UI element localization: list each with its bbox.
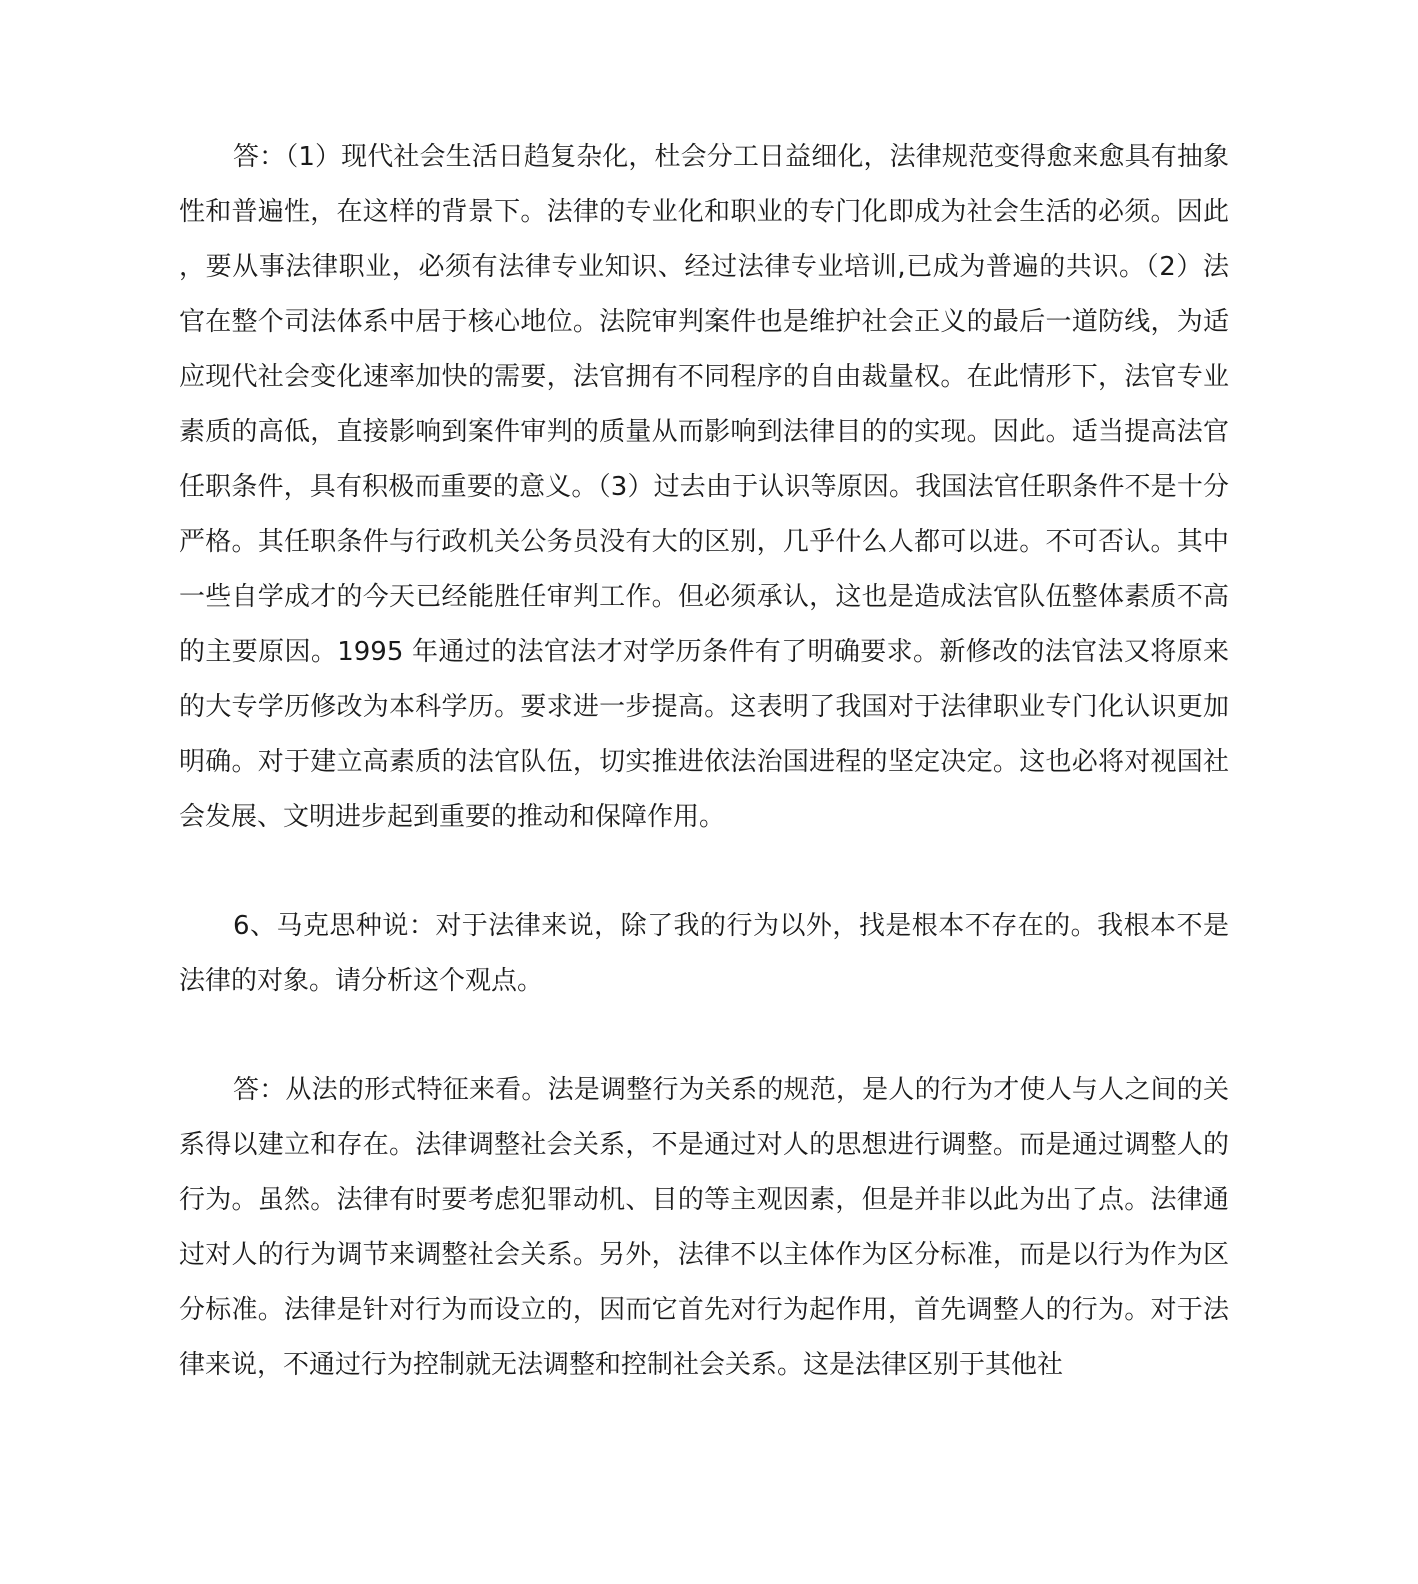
document-body (179, 130, 1229, 1393)
answer-paragraph: 答：（1）现代社会生活日趋复杂化，杜会分工日益细化，法律规范变得愈来愈具有抽象性和普遍性，在这样的背景下。法律的专业化和职业的专门化即成为社会生活的必须。因此，要从事法律职业，必须有法律专业知识、经过法律专业培训,已成为普遍的共识。（2）法官在整个司法体系中居于核心地位。法院审判案件也是维护社会正义的最后一道防线，为适应现代社会变化速率加快的需要，法官拥有不同程序的自由裁量权。在此情形下，法官专业素质的高低，直接影响到案件审判的质量从而影响到法律目的的实现。因此。适当提高法官任职条件，具有积极而重要的意义。（3）过去由于认识等原因。我国法官任职条件不是十分严格。其任职条件与行政机关公务员没有大的区别，几乎什么人都可以进。不可否认。其中一些自学成才的今天已经能胜任审判工作。但必须承认，这也是造成法官队伍整体素质不高的主要原因。1995 年通过的法官法才对学历条件有了明确要求。新修改的法官法又将原来的大专学历修改为本科学历。要求进一步提高。这表明了我国对于法律职业专门化认识更加明确。对于建立高素质的法官队伍，切实推进依法治国进程的坚定决定。这也必将对视国社会发展、文明进步起到重要的推动和保障作用。 (179, 142, 1229, 832)
answer-paragraph: 答：从法的形式特征来看。法是调整行为关系的规范，是人的行为才使人与人之间的关系得以建立和存在。法律调整社会关系，不是通过对人的思想进行调整。而是通过调整人的行为。虽然。法律有时要考虑犯罪动机、目的等主观因素，但是并非以此为出了点。法律通过对人的行为调节来调整社会关系。另外，法律不以主体作为区分标准，而是以行为作为区分标准。法律是针对行为而设立的，因而它首先对行为起作用，首先调整人的行为。对于法律来说，不通过行为控制就无法调整和控制社会关系。这是法律区别于其他社 (179, 1075, 1229, 1380)
question-paragraph: 6、马克思种说：对于法律来说，除了我的行为以外，找是根本不存在的。我根本不是法律的对象。请分析这个观点。 (179, 911, 1229, 996)
